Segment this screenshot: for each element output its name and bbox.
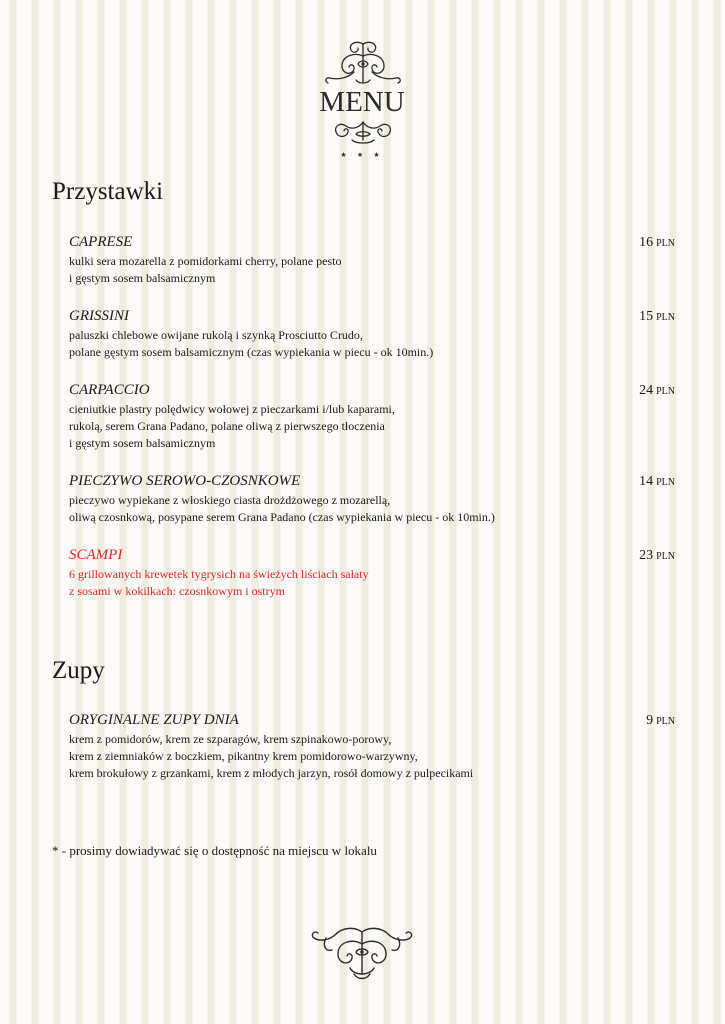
flourish-ornament-icon xyxy=(330,118,396,148)
item-description: paluszki chlebowe owijane rukolą i szynką Prosciutto Crudo, polane gęstym sosem balsamicznym (czas wypiekania w piecu - ok 10min.) xyxy=(69,328,434,359)
item-description: krem z pomidorów, krem ze szparagów, krem szpinakowo-porowy, krem z ziemniaków z boczkiem, pikantny krem pomidorowo-warzywny, krem brokułowy z grzankami, krem z młodych jarzyn, rosół domowy z pulpecikami xyxy=(69,732,474,780)
item-price: 9 PLN xyxy=(646,713,675,728)
item-name: SCAMPI xyxy=(69,547,123,563)
item-price: 15 PLN xyxy=(639,309,675,324)
item-description: kulki sera mozarella z pomidorkami cherry, polane pesto i gęstym sosem balsamicznym xyxy=(69,254,342,285)
item-name: CARPACCIO xyxy=(69,382,150,398)
item-name: ORYGINALNE ZUPY DNIA xyxy=(69,712,239,728)
item-description: pieczywo wypiekane z włoskiego ciasta drożdżowego z mozarellą, oliwą czosnkową, posypane serem Grana Padano (czas wypiekania w piecu - ok 10min.) xyxy=(69,493,495,524)
item-price: 16 PLN xyxy=(639,235,675,250)
item-name: CAPRESE xyxy=(69,234,133,250)
footnote: * - prosimy dowiadywać się o dostępność na miejscu w lokalu xyxy=(52,843,377,858)
scroll-ornament-icon xyxy=(318,38,408,88)
item-name: PIECZYWO SEROWO-CZOSNKOWE xyxy=(69,473,301,489)
menu-item-scampi xyxy=(69,546,679,600)
section-title-zupy: Zupy xyxy=(52,657,105,684)
item-name: GRISSINI xyxy=(69,308,129,324)
section-title-przystawki: Przystawki xyxy=(52,178,164,205)
menu-item-caprese xyxy=(69,233,679,287)
item-price: 23 PLN xyxy=(639,548,675,563)
menu-item-carpaccio xyxy=(69,381,679,452)
item-description: cieniutkie plastry polędwicy wołowej z pieczarkami i/lub kaparami, rukolą, serem Grana Padano, polane oliwą z pierwszego tłoczenia i gęstym sosem balsamicznym xyxy=(69,402,395,450)
bottom-flourish-icon xyxy=(222,924,502,982)
menu-item-grissini xyxy=(69,307,679,361)
menu-title: MENU xyxy=(319,86,405,118)
menu-item-pieczywo xyxy=(69,472,679,526)
decorative-stars: ★ ★ ★ xyxy=(340,151,384,159)
item-description: 6 grillowanych krewetek tygrysich na świeżych liściach sałaty z sosami w kokilkach: czosnkowym i ostrym xyxy=(69,567,369,598)
item-price: 14 PLN xyxy=(639,474,675,489)
item-price: 24 PLN xyxy=(639,383,675,398)
menu-item-zupy-dnia xyxy=(69,711,679,782)
